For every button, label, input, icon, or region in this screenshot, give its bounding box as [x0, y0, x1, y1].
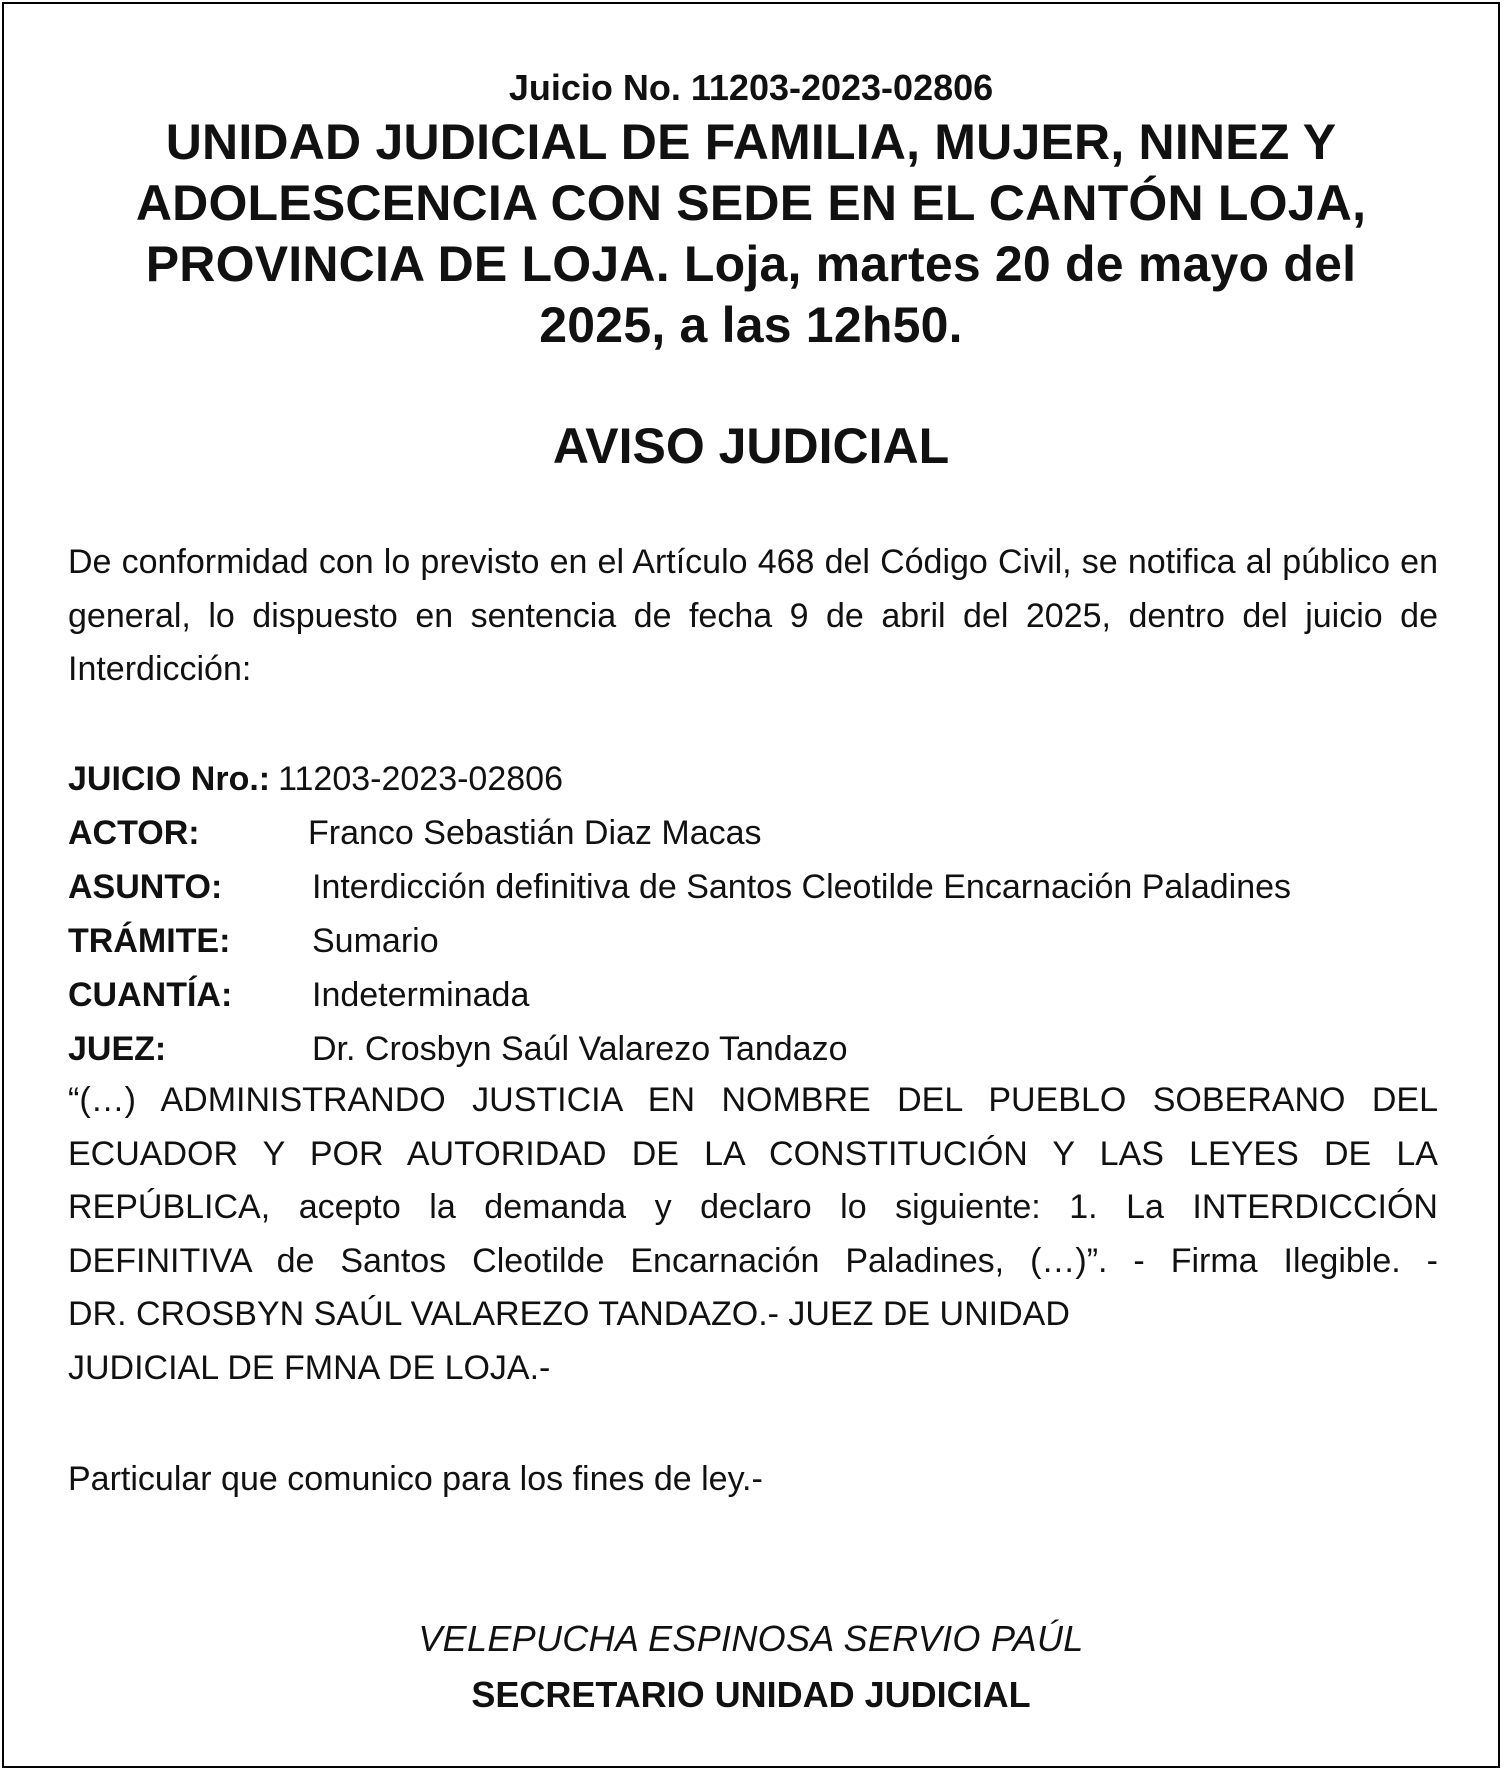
case-detail-value: Sumario	[312, 922, 439, 960]
sentence-excerpt	[68, 1074, 1438, 1395]
case-detail-label: TRÁMITE:	[68, 922, 231, 960]
notice-header	[4, 64, 1498, 356]
signer-name: VELEPUCHA ESPINOSA SERVIO PAÚL	[418, 1618, 1084, 1659]
court-heading	[61, 112, 1441, 356]
case-detail-value: Dr. Crosbyn Saúl Valarezo Tandazo	[312, 1030, 848, 1068]
sentence-line: DR. CROSBYN SAÚL VALAREZO TANDAZO.- JUEZ DE UNIDAD	[68, 1295, 1070, 1333]
court-heading-line: 2025, a las 12h50.	[539, 297, 963, 353]
court-heading-line: ADOLESCENCIA CON SEDE EN EL CANTÓN LOJA,	[135, 175, 1367, 231]
sentence-line: “(…) ADMINISTRANDO JUSTICIA EN NOMBRE DEL PUEBLO SOBERANO DEL	[68, 1081, 1438, 1119]
court-heading-line: PROVINCIA DE LOJA. Loja, martes 20 de mayo del	[145, 236, 1357, 292]
case-details	[68, 752, 1438, 1076]
notice-frame	[2, 2, 1500, 1768]
sentence-line: REPÚBLICA, acepto la demanda y declaro lo siguiente: 1. La INTERDICCIÓN	[68, 1188, 1438, 1226]
case-detail-label: ASUNTO:	[68, 868, 223, 906]
sentence-line: JUDICIAL DE FMNA DE LOJA.-	[68, 1348, 551, 1387]
case-detail-row	[68, 806, 1438, 860]
notice-title: AVISO JUDICIAL	[552, 418, 950, 474]
court-heading-line: UNIDAD JUDICIAL DE FAMILIA, MUJER, NINEZ Y	[165, 114, 1337, 170]
case-detail-row	[68, 752, 1438, 806]
case-detail-row	[68, 914, 1438, 968]
closing-statement: Particular que comunico para los fines de ley.-	[68, 1460, 763, 1498]
case-detail-row	[68, 860, 1438, 914]
case-detail-label: ACTOR:	[68, 814, 200, 852]
intro-paragraph: De conformidad con lo previsto en el Artículo 468 del Código Civil, se notifica al público en general, lo dispuesto en sentencia de fecha 9 de abril del 2025, dentro del juicio de Interdicción:	[68, 543, 1438, 688]
case-detail-value: Interdicción definitiva de Santos Cleotilde Encarnación Paladines	[312, 868, 1292, 906]
case-detail-value: Franco Sebastián Diaz Macas	[308, 814, 762, 852]
case-detail-label: CUANTÍA:	[68, 976, 233, 1014]
case-detail-value: Indeterminada	[312, 976, 530, 1014]
sentence-line: DEFINITIVA de Santos Cleotilde Encarnación Paladines, (…)”. - Firma Ilegible. -	[68, 1241, 1438, 1280]
case-detail-label: JUICIO Nro.:	[68, 760, 271, 798]
signer-title: SECRETARIO UNIDAD JUDICIAL	[471, 1674, 1031, 1715]
case-detail-value: 11203-2023-02806	[278, 760, 563, 798]
case-detail-row	[68, 1022, 1438, 1076]
case-number: Juicio No. 11203-2023-02806	[508, 67, 994, 108]
sentence-line: ECUADOR Y POR AUTORIDAD DE LA CONSTITUCIÓN Y LAS LEYES DE LA	[68, 1134, 1438, 1173]
case-detail-label: JUEZ:	[68, 1030, 167, 1068]
case-detail-row	[68, 968, 1438, 1022]
